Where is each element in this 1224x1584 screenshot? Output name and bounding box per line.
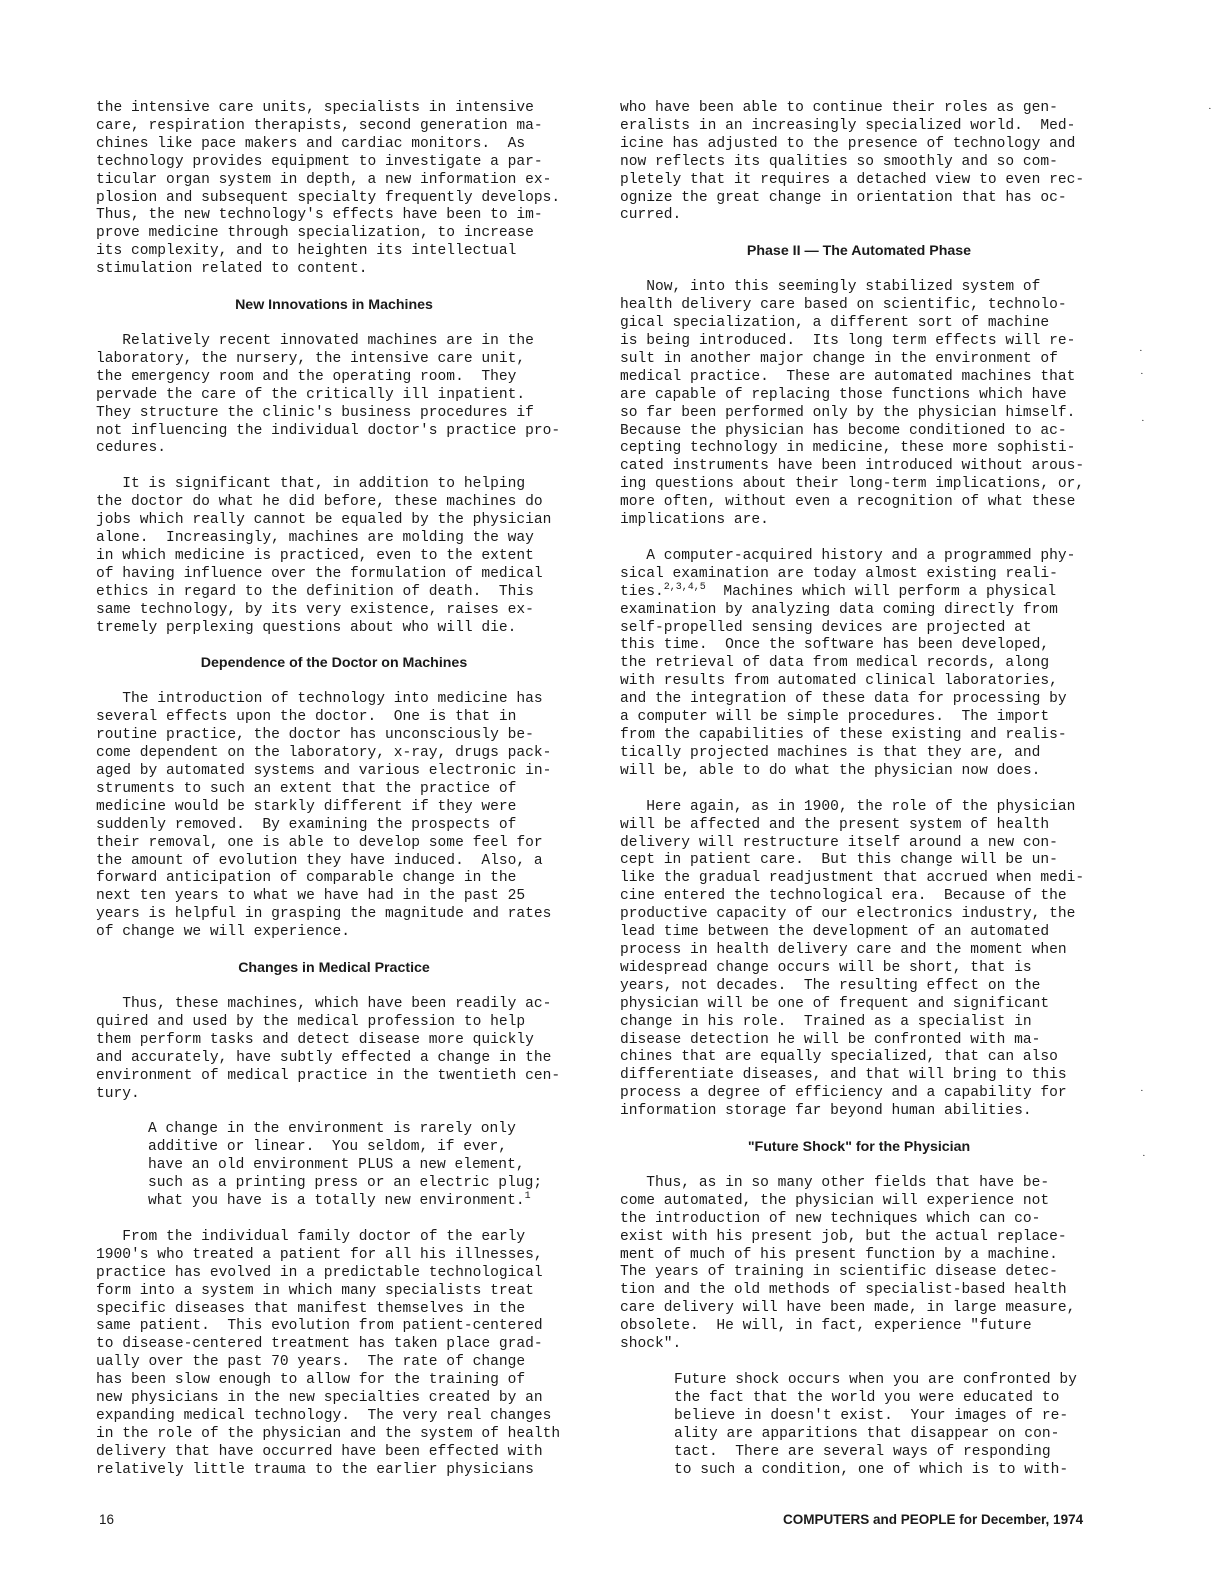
- section-heading: Changes in Medical Practice: [238, 960, 430, 977]
- text-line: come automated, the physician will experience not: [620, 1192, 1050, 1209]
- text-line: tury.: [96, 1085, 140, 1102]
- spacer: [620, 530, 1098, 548]
- text-line: next ten years to what we have had in the past 25: [96, 888, 526, 905]
- text-line: pletely that it requires a detached view to even rec-: [620, 171, 1085, 188]
- text-line: obsolete. He will, in fact, experience "future: [620, 1318, 1032, 1335]
- text-line: years is helpful in grasping the magnitude and rates: [96, 906, 552, 923]
- text-line: The introduction of technology into medicine has: [96, 691, 543, 708]
- text-line: expanding medical technology. The very real changes: [96, 1408, 552, 1424]
- text-line: now reflects its qualities so smoothly and so com-: [620, 153, 1058, 170]
- paragraph: [96, 100, 572, 279]
- text-line: Thus, these machines, which have been readily ac-: [96, 995, 552, 1012]
- publication-footer: COMPUTERS and PEOPLE for December, 1974: [783, 1512, 1084, 1527]
- text-line: their removal, one is able to develop some feel for: [96, 834, 543, 851]
- text-line: chines like pace makers and cardiac monitors. As: [96, 135, 526, 152]
- text-line: self-propelled sensing devices are projected at: [620, 619, 1032, 636]
- text-line: same technology, by its very existence, raises ex-: [96, 601, 534, 618]
- text-line: process a degree of efficiency and a capability for: [620, 1085, 1067, 1102]
- text-line: technology provides equipment to investigate a par-: [96, 153, 543, 170]
- text-line: tremely perplexing questions about who will die.: [96, 619, 517, 636]
- text-line: same patient. This evolution from patient-centered: [96, 1318, 543, 1335]
- text-line: such as a printing press or an electric plug;: [148, 1175, 543, 1192]
- text-line: lead time between the development of an automated: [620, 924, 1050, 941]
- text-line: Relatively recent innovated machines are in the: [96, 332, 534, 349]
- text-line: a computer will be simple procedures. The import: [620, 709, 1050, 726]
- text-line: has been slow enough to allow for the training of: [96, 1372, 526, 1389]
- text-line: additive or linear. You seldom, if ever,: [148, 1139, 508, 1156]
- text-line: widespread change occurs will be short, that is: [620, 959, 1032, 976]
- text-line: cine entered the technological era. Because of the: [620, 888, 1067, 905]
- text-line: Thus, as in so many other fields that have be-: [620, 1174, 1050, 1191]
- page-number: 16: [99, 1512, 115, 1527]
- right-column: [620, 100, 1098, 1479]
- text-line: the emergency room and the operating room. They: [96, 368, 517, 385]
- paragraph: [620, 799, 1098, 1121]
- text-line: eralists in an increasingly specialized world. Med-: [620, 117, 1076, 134]
- text-line: the fact that the world you were educated to: [674, 1389, 1060, 1406]
- spacer: [96, 978, 572, 996]
- text-line: in the role of the physician and the system of health: [96, 1425, 561, 1442]
- text-line: delivery will restructure itself around a new con-: [620, 834, 1058, 851]
- text-line: so far been performed only by the physician himself.: [620, 404, 1076, 421]
- paragraph: [620, 1175, 1098, 1354]
- text-line: A change in the environment is rarely only: [148, 1121, 516, 1138]
- text-line: ment of much of his present function by a machine.: [620, 1246, 1058, 1263]
- text-line: tion and the old methods of specialist-based health: [620, 1282, 1067, 1299]
- text-line: icine has adjusted to the presence of technology and: [620, 135, 1076, 152]
- text-line: the doctor do what he did before, these machines do: [96, 494, 543, 511]
- spacer: [96, 315, 572, 333]
- text-line: this time. Once the software has been developed,: [620, 637, 1050, 654]
- footnote-ref: 2,3,4,5: [663, 581, 706, 593]
- text-line: and accurately, have subtly effected a change in the: [96, 1049, 552, 1066]
- text-line: its complexity, and to heighten its intellectual: [96, 243, 517, 260]
- text-line: will be affected and the present system of health: [620, 816, 1050, 833]
- section-heading: "Future Shock" for the Physician: [747, 1139, 971, 1156]
- text-line: in which medicine is practiced, even to the extent: [96, 547, 534, 564]
- text-line: information storage far beyond human abilities.: [620, 1103, 1032, 1120]
- scan-speck: ·: [1208, 103, 1212, 115]
- text-line: Future shock occurs when you are confronted by: [674, 1372, 1077, 1388]
- text-line: The years of training in scientific disease detec-: [620, 1264, 1058, 1281]
- text-line: suddenly removed. By examining the prospects of: [96, 816, 517, 833]
- text-line: curred.: [620, 207, 682, 224]
- spacer: [96, 637, 572, 655]
- text-line: cept in patient care. But this change will be un-: [620, 852, 1058, 869]
- text-line: what you have is a totally new environment.$^1$: [148, 1191, 531, 1210]
- text-line: tact. There are several ways of responding: [674, 1443, 1051, 1460]
- text-line: care delivery will have been made, in large measure,: [620, 1300, 1076, 1317]
- text-line: cated instruments have been introduced without arous-: [620, 458, 1085, 475]
- text-line: new physicians in the new specialties created by an: [96, 1390, 543, 1407]
- spacer: [96, 942, 572, 960]
- spacer: [620, 781, 1098, 799]
- text-line: differentiate diseases, and that will bring to this: [620, 1067, 1067, 1084]
- text-line: routine practice, the doctor has unconsciously be-: [96, 727, 534, 744]
- text-line: medicine would be starkly different if they were: [96, 798, 517, 815]
- spacer: [96, 673, 572, 691]
- text-line: ality are apparitions that disappear on con-: [674, 1425, 1060, 1442]
- text-line: health delivery care based on scientific, technolo-: [620, 297, 1067, 314]
- text-line: like the gradual readjustment that accrued when medi-: [620, 870, 1085, 887]
- text-line: Thus, the new technology's effects have been to im-: [96, 207, 543, 224]
- text-line: sult in another major change in the environment of: [620, 350, 1058, 367]
- text-line: physician will be one of frequent and significant: [620, 995, 1050, 1012]
- text-line: cepting technology in medicine, these more sophisti-: [620, 440, 1076, 457]
- paragraph: [96, 1229, 572, 1480]
- scan-speck: ·: [1139, 345, 1143, 357]
- text-line: Now, into this seemingly stabilized system of: [620, 279, 1041, 296]
- text-line: examination by analyzing data coming directly from: [620, 601, 1058, 618]
- text-line: It is significant that, in addition to helping: [96, 476, 526, 493]
- text-line: medical practice. These are automated machines that: [620, 368, 1076, 385]
- spacer: [96, 1211, 572, 1229]
- paragraph: [96, 996, 572, 1103]
- left-column: [96, 100, 572, 1480]
- text-line: of change we will experience.: [96, 924, 350, 941]
- text-line: pervade the care of the critically ill inpatient.: [96, 386, 526, 403]
- text-line: more often, without even a recognition of what these: [620, 494, 1076, 511]
- text-line: to disease-centered treatment has taken place grad-: [96, 1336, 543, 1353]
- text-line: them perform tasks and detect disease more quickly: [96, 1031, 534, 1048]
- text-line: plosion and subsequent specialty frequently develops.: [96, 189, 561, 206]
- spacer: [620, 261, 1098, 279]
- footnote-ref: 1: [524, 1191, 531, 1203]
- spacer: [620, 1121, 1098, 1139]
- text-line: forward anticipation of comparable change in the: [96, 870, 517, 887]
- text-line: jobs which really cannot be equaled by the physician: [96, 512, 552, 529]
- paragraph: [620, 548, 1098, 781]
- section-heading: New Innovations in Machines: [235, 297, 433, 314]
- block-quote: [96, 1121, 572, 1211]
- text-line: care, respiration therapists, second generation ma-: [96, 117, 543, 134]
- text-line: practice has evolved in a predictable technological: [96, 1264, 543, 1281]
- section-heading: Phase II — The Automated Phase: [746, 243, 972, 260]
- text-line: are capable of replacing those functions which have: [620, 386, 1067, 403]
- text-line: They structure the clinic's business procedures if: [96, 404, 534, 421]
- text-line: cedures.: [96, 440, 167, 457]
- text-line: believe in doesn't exist. Your images of re-: [674, 1407, 1069, 1424]
- text-line: alone. Increasingly, machines are molding the way: [96, 530, 534, 547]
- text-line: relatively little trauma to the earlier physicians: [96, 1461, 534, 1478]
- text-line: the retrieval of data from medical records, along: [620, 655, 1050, 672]
- text-line: of having influence over the formulation of medical: [96, 565, 543, 582]
- text-line: ognize the great change in orientation that has oc-: [620, 189, 1067, 206]
- text-line: the amount of evolution they have induced. Also, a: [96, 852, 543, 869]
- text-line: prove medicine through specialization, to increase: [96, 225, 534, 242]
- scan-speck: ·: [1141, 415, 1145, 427]
- text-line: several effects upon the doctor. One is that in: [96, 709, 517, 726]
- text-line: not influencing the individual doctor's practice pro-: [96, 422, 561, 439]
- scan-speck: ·: [1140, 368, 1144, 380]
- paragraph: [96, 691, 572, 942]
- text-line: gical specialization, a different sort of machine: [620, 315, 1050, 332]
- text-line: quired and used by the medical profession to help: [96, 1013, 526, 1030]
- spacer: [96, 458, 572, 476]
- text-line: A computer-acquired history and a programmed phy-: [620, 547, 1076, 564]
- text-line: specific diseases that manifest themselves in the: [96, 1300, 526, 1317]
- paragraph: [620, 279, 1098, 530]
- section-heading: Dependence of the Doctor on Machines: [200, 655, 468, 672]
- text-line: ties.$^{2,3,4,5}$ Machines which will perform a physical: [620, 581, 1057, 600]
- text-line: Because the physician has become conditioned to ac-: [620, 422, 1067, 439]
- text-line: ticular organ system in depth, a new information ex-: [96, 171, 552, 188]
- spacer: [620, 1354, 1098, 1372]
- text-line: tically projected machines is that they are, and: [620, 744, 1041, 761]
- text-line: ethics in regard to the definition of death. This: [96, 583, 534, 600]
- spacer: [96, 279, 572, 297]
- text-line: and the integration of these data for processing by: [620, 691, 1067, 708]
- text-line: implications are.: [620, 512, 769, 529]
- text-line: exist with his present job, but the actual replace-: [620, 1228, 1067, 1245]
- paragraph: [620, 100, 1098, 225]
- block-quote: [620, 1372, 1098, 1479]
- text-line: productive capacity of our electronics industry, the: [620, 906, 1076, 923]
- text-line: ing questions about their long-term implications, or,: [620, 476, 1085, 493]
- text-line: change in his role. Trained as a specialist in: [620, 1013, 1032, 1030]
- text-line: sical examination are today almost existing reali-: [620, 565, 1058, 582]
- text-line: Here again, as in 1900, the role of the physician: [620, 798, 1076, 815]
- text-line: years, not decades. The resulting effect on the: [620, 977, 1041, 994]
- text-line: with results from automated clinical laboratories,: [620, 673, 1058, 690]
- text-line: environment of medical practice in the twentieth cen-: [96, 1067, 561, 1084]
- scan-speck: ·: [1142, 1150, 1146, 1162]
- text-line: chines that are equally specialized, that can also: [620, 1049, 1058, 1066]
- spacer: [620, 1157, 1098, 1175]
- text-line: the introduction of new techniques which can co-: [620, 1210, 1041, 1227]
- text-line: who have been able to continue their roles as gen-: [620, 100, 1058, 116]
- text-line: 1900's who treated a patient for all his illnesses,: [96, 1246, 543, 1263]
- text-line: the intensive care units, specialists in intensive: [96, 100, 534, 116]
- text-line: From the individual family doctor of the early: [96, 1228, 526, 1245]
- text-line: from the capabilities of these existing and realis-: [620, 727, 1067, 743]
- text-line: form into a system in which many specialists treat: [96, 1282, 534, 1299]
- text-line: ually over the past 70 years. The rate of change: [96, 1354, 526, 1371]
- text-line: aged by automated systems and various electronic in-: [96, 763, 552, 779]
- spacer: [620, 225, 1098, 243]
- text-line: shock".: [620, 1336, 682, 1353]
- paragraph: [96, 333, 572, 458]
- text-line: come dependent on the laboratory, x-ray, drugs pack-: [96, 745, 552, 762]
- text-line: have an old environment PLUS a new element,: [148, 1157, 525, 1174]
- text-line: stimulation related to content.: [96, 261, 368, 278]
- text-line: struments to such an extent that the practice of: [96, 780, 517, 797]
- text-line: disease detection he will be confronted with ma-: [620, 1031, 1041, 1048]
- text-line: process in health delivery care and the moment when: [620, 941, 1067, 958]
- text-line: is being introduced. Its long term effects will re-: [620, 332, 1076, 349]
- text-line: laboratory, the nursery, the intensive care unit,: [96, 350, 526, 367]
- paragraph: [96, 476, 572, 637]
- text-line: will be, able to do what the physician now does.: [620, 762, 1041, 779]
- text-line: delivery that have occurred have been effected with: [96, 1443, 543, 1460]
- spacer: [96, 1103, 572, 1121]
- scan-speck: ·: [1140, 1085, 1144, 1097]
- text-line: to such a condition, one of which is to with-: [674, 1461, 1069, 1478]
